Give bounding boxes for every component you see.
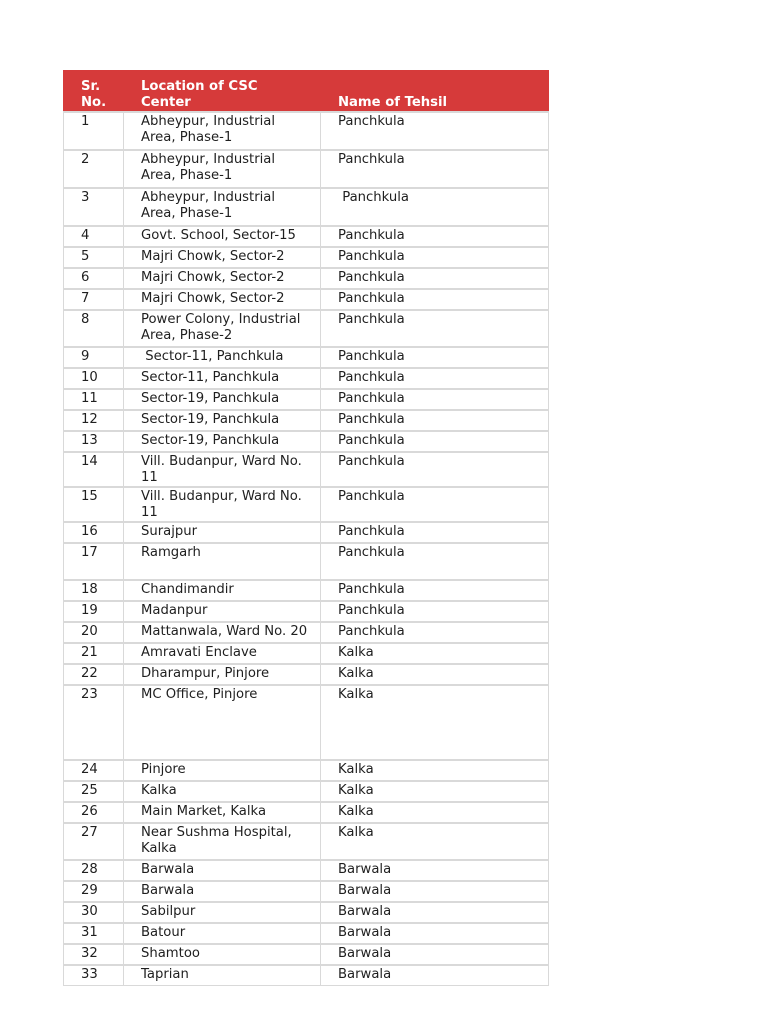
table-row [64, 643, 549, 664]
tehsil-cell: Kalka [321, 823, 549, 860]
tehsil-cell: Panchkula [321, 268, 549, 289]
location-cell: Vill. Budanpur, Ward No. 11 [124, 452, 321, 487]
location-cell: Chandimandir [124, 580, 321, 601]
table-header-row [64, 71, 549, 113]
tehsil-cell: Panchkula [321, 543, 549, 580]
table-row [64, 823, 549, 860]
tehsil-cell: Kalka [321, 685, 549, 760]
tehsil-cell: Panchkula [321, 150, 549, 188]
table-row [64, 389, 549, 410]
location-cell: Barwala [124, 881, 321, 902]
header-location: Location of CSC Center [124, 71, 321, 113]
location-cell: Amravati Enclave [124, 643, 321, 664]
location-cell: Abheypur, Industrial Area, Phase-1 [124, 150, 321, 188]
sr-cell: 32 [64, 944, 124, 965]
tehsil-cell: Panchkula [321, 310, 549, 347]
tehsil-cell: Panchkula [321, 601, 549, 622]
table-row [64, 543, 549, 580]
location-cell: Sector-19, Panchkula [124, 410, 321, 431]
location-cell: Majri Chowk, Sector-2 [124, 289, 321, 310]
location-cell: Main Market, Kalka [124, 802, 321, 823]
table-row [64, 664, 549, 685]
location-cell: Power Colony, Industrial Area, Phase-2 [124, 310, 321, 347]
header-sr-no: Sr. No. [64, 71, 124, 113]
location-cell: Taprian [124, 965, 321, 986]
tehsil-cell: Panchkula [321, 622, 549, 643]
tehsil-cell: Panchkula [321, 188, 549, 226]
location-cell: Mattanwala, Ward No. 20 [124, 622, 321, 643]
table-row [64, 760, 549, 781]
tehsil-cell: Kalka [321, 802, 549, 823]
sr-cell: 26 [64, 802, 124, 823]
sr-cell: 18 [64, 580, 124, 601]
location-cell: Sector-19, Panchkula [124, 389, 321, 410]
sr-cell: 1 [64, 112, 124, 150]
sr-cell: 30 [64, 902, 124, 923]
tehsil-cell: Panchkula [321, 487, 549, 522]
sr-cell: 29 [64, 881, 124, 902]
table-row [64, 268, 549, 289]
sr-cell: 21 [64, 643, 124, 664]
location-cell: Madanpur [124, 601, 321, 622]
table-row [64, 226, 549, 247]
table-row [64, 601, 549, 622]
location-cell: Barwala [124, 860, 321, 881]
location-cell: Ramgarh [124, 543, 321, 580]
table-row [64, 685, 549, 760]
tehsil-cell: Panchkula [321, 431, 549, 452]
sr-cell: 16 [64, 522, 124, 543]
sr-cell: 28 [64, 860, 124, 881]
tehsil-cell: Panchkula [321, 410, 549, 431]
tehsil-cell: Barwala [321, 965, 549, 986]
tehsil-cell: Barwala [321, 881, 549, 902]
location-cell: Dharampur, Pinjore [124, 664, 321, 685]
location-cell: Sabilpur [124, 902, 321, 923]
location-cell: Batour [124, 923, 321, 944]
tehsil-cell: Panchkula [321, 580, 549, 601]
sr-cell: 12 [64, 410, 124, 431]
sr-cell: 8 [64, 310, 124, 347]
tehsil-cell: Panchkula [321, 368, 549, 389]
sr-cell: 23 [64, 685, 124, 760]
tehsil-cell: Barwala [321, 902, 549, 923]
table-row [64, 802, 549, 823]
tehsil-cell: Panchkula [321, 522, 549, 543]
csc-center-table [63, 70, 549, 986]
location-cell: Surajpur [124, 522, 321, 543]
table-row [64, 522, 549, 543]
table-row [64, 347, 549, 368]
table-row [64, 781, 549, 802]
location-cell: Shamtoo [124, 944, 321, 965]
sr-cell: 5 [64, 247, 124, 268]
table-row [64, 860, 549, 881]
table-row [64, 431, 549, 452]
sr-cell: 10 [64, 368, 124, 389]
sr-cell: 20 [64, 622, 124, 643]
location-cell: Near Sushma Hospital, Kalka [124, 823, 321, 860]
header-tehsil: Name of Tehsil [321, 71, 549, 113]
sr-cell: 7 [64, 289, 124, 310]
location-cell: Sector-11, Panchkula [124, 368, 321, 389]
table-row [64, 881, 549, 902]
table-row [64, 923, 549, 944]
table-row [64, 112, 549, 150]
sr-cell: 24 [64, 760, 124, 781]
table-row [64, 965, 549, 986]
table-row [64, 487, 549, 522]
table-row [64, 289, 549, 310]
location-cell: Majri Chowk, Sector-2 [124, 247, 321, 268]
sr-cell: 22 [64, 664, 124, 685]
location-cell: Sector-19, Panchkula [124, 431, 321, 452]
table-row [64, 368, 549, 389]
sr-cell: 31 [64, 923, 124, 944]
location-cell: Kalka [124, 781, 321, 802]
sr-cell: 27 [64, 823, 124, 860]
sr-cell: 25 [64, 781, 124, 802]
tehsil-cell: Kalka [321, 643, 549, 664]
sr-cell: 17 [64, 543, 124, 580]
location-cell: MC Office, Pinjore [124, 685, 321, 760]
tehsil-cell: Barwala [321, 860, 549, 881]
table-row [64, 944, 549, 965]
sr-cell: 19 [64, 601, 124, 622]
location-cell: Abheypur, Industrial Area, Phase-1 [124, 188, 321, 226]
tehsil-cell: Panchkula [321, 226, 549, 247]
location-cell: Pinjore [124, 760, 321, 781]
table-row [64, 580, 549, 601]
sr-cell: 14 [64, 452, 124, 487]
sr-cell: 9 [64, 347, 124, 368]
location-cell: Abheypur, Industrial Area, Phase-1 [124, 112, 321, 150]
tehsil-cell: Panchkula [321, 389, 549, 410]
tehsil-cell: Kalka [321, 664, 549, 685]
table-row [64, 150, 549, 188]
sr-cell: 13 [64, 431, 124, 452]
location-cell: Govt. School, Sector-15 [124, 226, 321, 247]
sr-cell: 11 [64, 389, 124, 410]
sr-cell: 2 [64, 150, 124, 188]
tehsil-cell: Panchkula [321, 247, 549, 268]
table-row [64, 622, 549, 643]
location-cell: Majri Chowk, Sector-2 [124, 268, 321, 289]
table-row [64, 247, 549, 268]
tehsil-cell: Kalka [321, 781, 549, 802]
table-row [64, 410, 549, 431]
tehsil-cell: Panchkula [321, 452, 549, 487]
tehsil-cell: Panchkula [321, 112, 549, 150]
table-row [64, 310, 549, 347]
sr-cell: 6 [64, 268, 124, 289]
sr-cell: 15 [64, 487, 124, 522]
table-row [64, 902, 549, 923]
tehsil-cell: Kalka [321, 760, 549, 781]
location-cell: Vill. Budanpur, Ward No. 11 [124, 487, 321, 522]
table-row [64, 188, 549, 226]
tehsil-cell: Barwala [321, 944, 549, 965]
sr-cell: 4 [64, 226, 124, 247]
tehsil-cell: Barwala [321, 923, 549, 944]
sr-cell: 33 [64, 965, 124, 986]
tehsil-cell: Panchkula [321, 347, 549, 368]
location-cell: Sector-11, Panchkula [124, 347, 321, 368]
table-row [64, 452, 549, 487]
tehsil-cell: Panchkula [321, 289, 549, 310]
sr-cell: 3 [64, 188, 124, 226]
